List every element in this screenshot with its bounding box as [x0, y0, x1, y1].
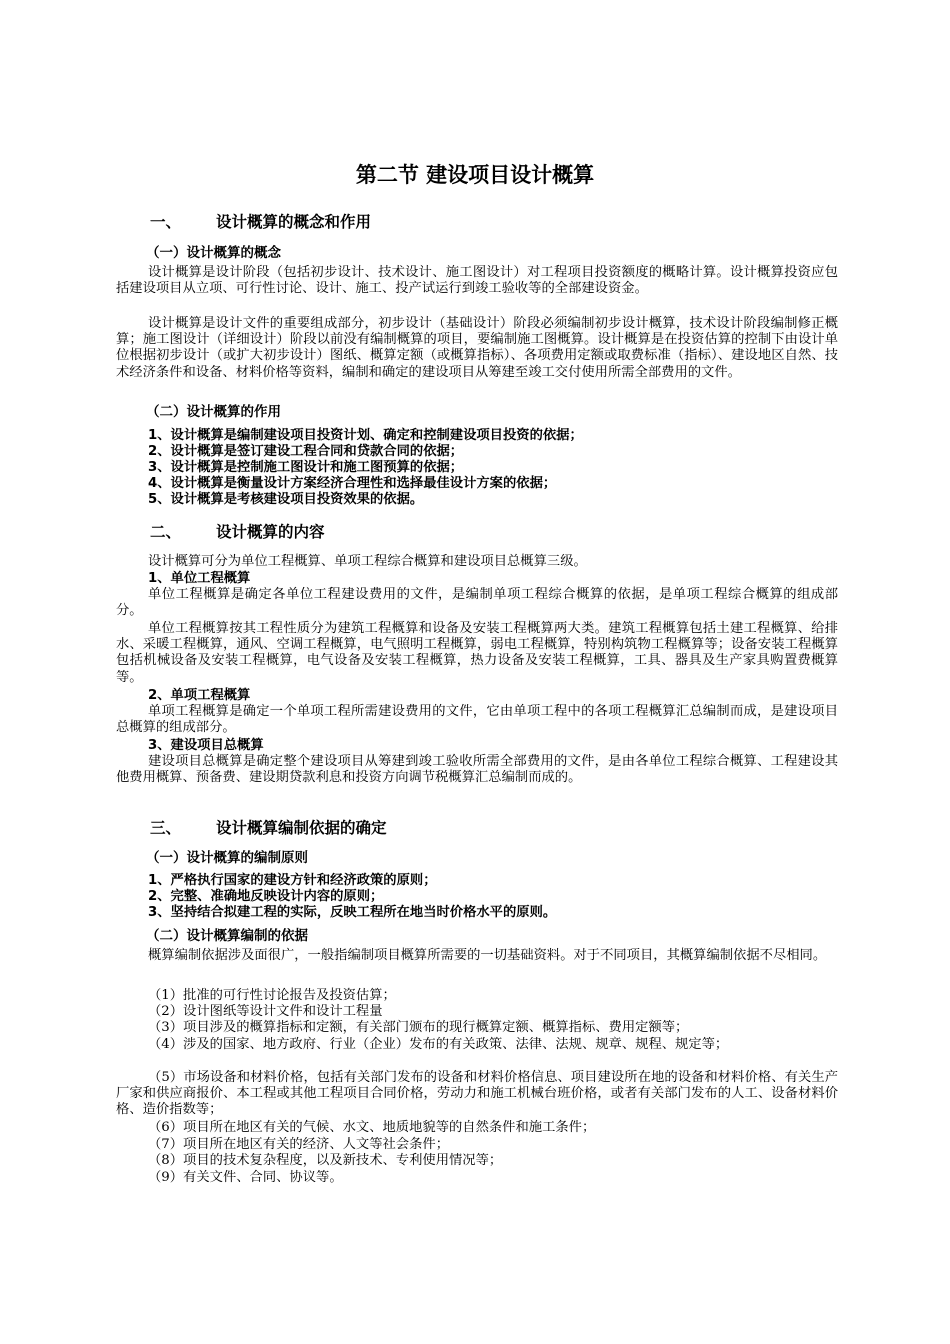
subsection-heading: （一）设计概算的编制原则 [146, 850, 308, 866]
list-item: 4、设计概算是衡量设计方案经济合理性和选择最佳设计方案的依据； [148, 476, 557, 491]
list-item: 2、完整、准确地反映设计内容的原则； [148, 889, 384, 904]
page-title: 第二节 建设项目设计概算 [355, 163, 595, 187]
section-heading-2 [150, 522, 325, 542]
paragraph: 单位工程概算按其工程性质分为建筑工程概算和设备及安装工程概算两大类。建筑工程概算包括土建工程概算、给排水、采暖工程概算，通风、空调工程概算，电气照明工程概算，弱电工程概算，特别构筑物工程概算等；设备安装工程概算包括机械设备及安装工程概算，电气设备及安装工程概算，热力设备及安装工程概算，工具、器具及生产家具购置费概算等。 [116, 621, 838, 685]
list-item: 2、设计概算是签订建设工程合同和贷款合同的依据； [148, 444, 464, 459]
paragraph: 设计概算是设计文件的重要组成部分，初步设计（基础设计）阶段必须编制初步设计概算，技术设计阶段编制修正概算；施工图设计（详细设计）阶段以前没有编制概算的项目，要编制施工图概算。设计概算是在投资估算的控制下由设计单位根据初步设计（或扩大初步设计）图纸、概算定额（或概算指标）、各项费用定额或取费标准（指标）、建设地区自然、技术经济条件和设备、材料价格等资料，编制和确定的建设项目从筹建至竣工交付使用所需全部费用的文件。 [116, 316, 838, 380]
list-item: 1、设计概算是编制建设项目投资计划、确定和控制建设项目投资的依据； [148, 428, 583, 443]
paragraph: 设计概算是设计阶段（包括初步设计、技术设计、施工图设计）对工程项目投资额度的概略计算。设计概算投资应包括建设项目从立项、可行性讨论、设计、施工、投产试运行到竣工验收等的全部建设资金。 [116, 265, 838, 297]
section-heading-1 [150, 212, 371, 232]
section-number: 三、 [150, 819, 182, 837]
section-title: 设计概算的概念和作用 [216, 213, 372, 231]
basis-item: （9）有关文件、合同、协议等。 [148, 1170, 343, 1185]
subsection-heading: 2、单项工程概算 [148, 688, 251, 703]
basis-item: （4）涉及的国家、地方政府、行业（企业）发布的有关政策、法律、法规、规章、规程、规定等； [148, 1037, 729, 1052]
paragraph: 概算编制依据涉及面很广，一般指编制项目概算所需要的一切基础资料。对于不同项目，其概算编制依据不尽相同。 [148, 948, 827, 963]
paragraph: 建设项目总概算是确定整个建设项目从筹建到竣工验收所需全部费用的文件，是由各单位工程综合概算、工程建设其他费用概算、预备费、建设期贷款利息和投资方向调节税概算汇总编制而成的。 [116, 754, 838, 786]
paragraph: 单位工程概算是确定各单位工程建设费用的文件，是编制单项工程综合概算的依据，是单项工程综合概算的组成部分。 [116, 587, 838, 619]
subsection-heading: （二）设计概算的作用 [146, 404, 281, 420]
list-item: 5、设计概算是考核建设项目投资效果的依据。 [148, 492, 424, 507]
basis-item: （3）项目涉及的概算指标和定额，有关部门颁布的现行概算定额、概算指标、费用定额等； [148, 1020, 689, 1035]
section-number: 一、 [150, 213, 182, 231]
subsection-heading: （二）设计概算编制的依据 [146, 928, 308, 944]
subsection-heading: 1、单位工程概算 [148, 571, 251, 586]
list-item: 1、严格执行国家的建设方针和经济政策的原则； [148, 873, 437, 888]
subsection-heading: （一）设计概算的概念 [146, 245, 281, 261]
list-item: 3、坚持结合拟建工程的实际，反映工程所在地当时价格水平的原则。 [148, 905, 557, 920]
section-number: 二、 [150, 523, 182, 541]
section-title: 设计概算编制依据的确定 [216, 819, 387, 837]
section-heading-3 [150, 818, 387, 838]
basis-item: （8）项目的技术复杂程度，以及新技术、专利使用情况等； [148, 1153, 503, 1168]
basis-item: （2）设计图纸等设计文件和设计工程量 [148, 1004, 383, 1019]
basis-item: （6）项目所在地区有关的气候、水文、地质地貌等的自然条件和施工条件； [148, 1120, 596, 1135]
section-title: 设计概算的内容 [216, 523, 325, 541]
paragraph: 单项工程概算是确定一个单项工程所需建设费用的文件，它由单项工程中的各项工程概算汇总编制而成，是建设项目总概算的组成部分。 [116, 704, 838, 736]
list-item: 3、设计概算是控制施工图设计和施工图预算的依据； [148, 460, 464, 475]
basis-item: （1）批准的可行性讨论报告及投资估算； [148, 988, 396, 1003]
basis-item: （5）市场设备和材料价格，包括有关部门发布的设备和材料价格信息、项目建设所在地的设备和材料价格、有关生产厂家和供应商报价、本工程或其他工程项目合同价格，劳动力和施工机械台班价格，或者有关部门发布的人工、设备材料价格、造价指数等； [116, 1070, 838, 1118]
paragraph: 设计概算可分为单位工程概算、单项工程综合概算和建设项目总概算三级。 [148, 554, 587, 569]
basis-item: （7）项目所在地区有关的经济、人文等社会条件； [148, 1137, 449, 1152]
subsection-heading: 3、建设项目总概算 [148, 738, 264, 753]
